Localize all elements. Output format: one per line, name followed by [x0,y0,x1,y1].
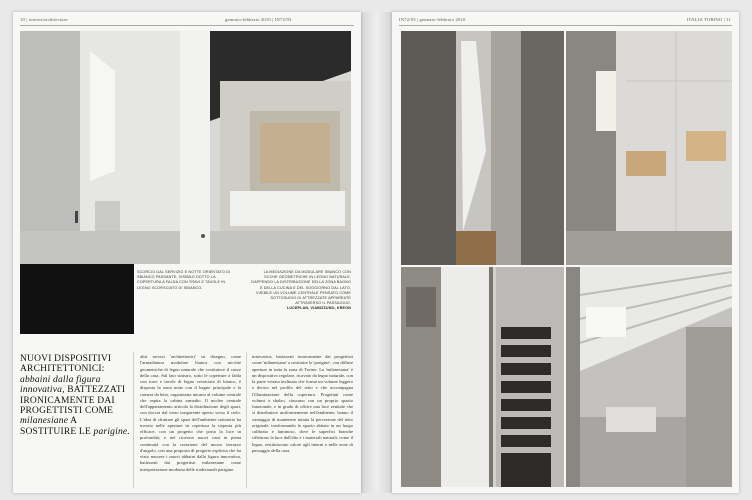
headline-part3: BATTEZZATI IRONICAMENTE DAI PROGETTISTI COME [20,385,126,417]
left-running-date: gennaio-febbraio 2010 | IN72/93 [225,17,292,22]
attic-kitchen-photo [566,267,732,487]
headline-part6: parigine. [93,426,130,437]
right-caption-text: LA MEDIAZIONE DA MODULARE SBANCO CON SCCHE GEOMETRICHE IN LEGNO NATURALE, DAPPENDO LA DISTRIBUZIONE DELLA ZONA BAGNO E DELLA CUCINA E DEL SOGGIORNO DAL LATO, VISIBILE UN VOLUME CENTRALE PENSATO COME SOTTOSUDIO DI ATTREZZATE APPAREATE ATTRAVERSO IL PASSAGGIO. [251,270,351,306]
headline-part4: milanesiane [20,416,69,427]
left-header-rule [20,25,354,26]
niche-wall-photo [566,31,732,265]
right-caption [251,270,351,312]
left-caption: SCORCIO DAL SERVIZIO E NOTTE ORIENTATO DI SBIANCO PASSANTE, VISIBILE DOTTO LA COPERTURA A FALDA CON TRAVI E TAVOLE IN LEGNO SCORSCIATO DI SBIANCO. [137,270,231,290]
headline-part2: abbaini dalla figura innovativa, [20,374,101,396]
right-header-rule [399,25,732,26]
article-headline [20,354,130,437]
right-running-header: IN72/93 | gennaio-febbraio 2010 [399,17,466,22]
column-rule-2 [246,352,247,488]
body-column-2: innovativa, battezzati ironicamente dai progettisti come 'milanesiane' a sostituire le 'parigine', con diffuse aperture in tutta la zona di Torino. La 'milanesiana' è un dispositivo regolare, ricavato da legno naturale, con la parte vetrata inclinata che forma un volume leggero e deciso nel profilo del tetto e che accompagna l'illuminazione della copertura. Progettati come volumi a sbalzo, ciascuno con un proprio spazio funzionale, e in grado di offrire una luce zenitale che si distribuisce uniformemente nell'ambiente, hanno il vantaggio di mantenere intatta la percezione del tetto originale, trasformando lo spazio abitato in un luogo calibrato e luminoso, dove le superfici bianche riflettono la luce dall'alto e i materiali naturali, come il legno, restituiscono calore agli interni e nelle zone di passaggio della casa. [252,354,353,453]
right-page [392,12,739,493]
headline-part5: A SOSTITUIRE LE [20,416,91,437]
left-page [13,12,361,493]
spread-gutter [361,12,392,493]
black-caption-panel [20,264,134,334]
column-rule-1 [133,352,134,488]
left-running-header: 10 | interni/architecture [20,17,68,22]
staircase-photo [401,267,564,487]
headline-part1: NUOVI DISPOSITIVI ARCHITETTONICI: [20,354,112,375]
body-column-1: altri servizi 'architettonici' su disegno, come l'armadiatura modulare bianca con nicchie geometriche di legno naturale che costituisce il cuore della casa. Sul lato sinistro, sotto le coperture a falda con travi e tavole di legno verniciate di bianco, è disposta la zona notte con il bagno principale e la camera da letto, organizzata intorno al volume centrale che ospita la cabina armadio. Il nucleo centrale dell'appartamento articola la distribuzione degli spazi, con doccia dal vetro trasparente aperto verso il cielo. L'idea di sfruttare gli spazi dell'ambiente sottotetto ha trovato nelle aperture in copertura la risposta più efficace, con un progetto che porta la luce in profondità, e nel ricavare nuovi vani in piena continuità con la creazione del nuovo terrazzo d'angolo, con una proposta di progetto esplicita che ha visto nascere i nuovi abbaini dalla figura innovativa, battezzati dai progettisti milanesiane come interpretazione moderna delle tradizionali parigine. [140,354,241,472]
right-running-section: ITALIA TORINO | 11 [686,17,731,22]
corridor-photo [401,31,564,265]
lighting-credit: LUCEPLAN, VIABIZZUNO, KREON [286,306,351,311]
hallway-bathroom-photo [20,31,351,264]
